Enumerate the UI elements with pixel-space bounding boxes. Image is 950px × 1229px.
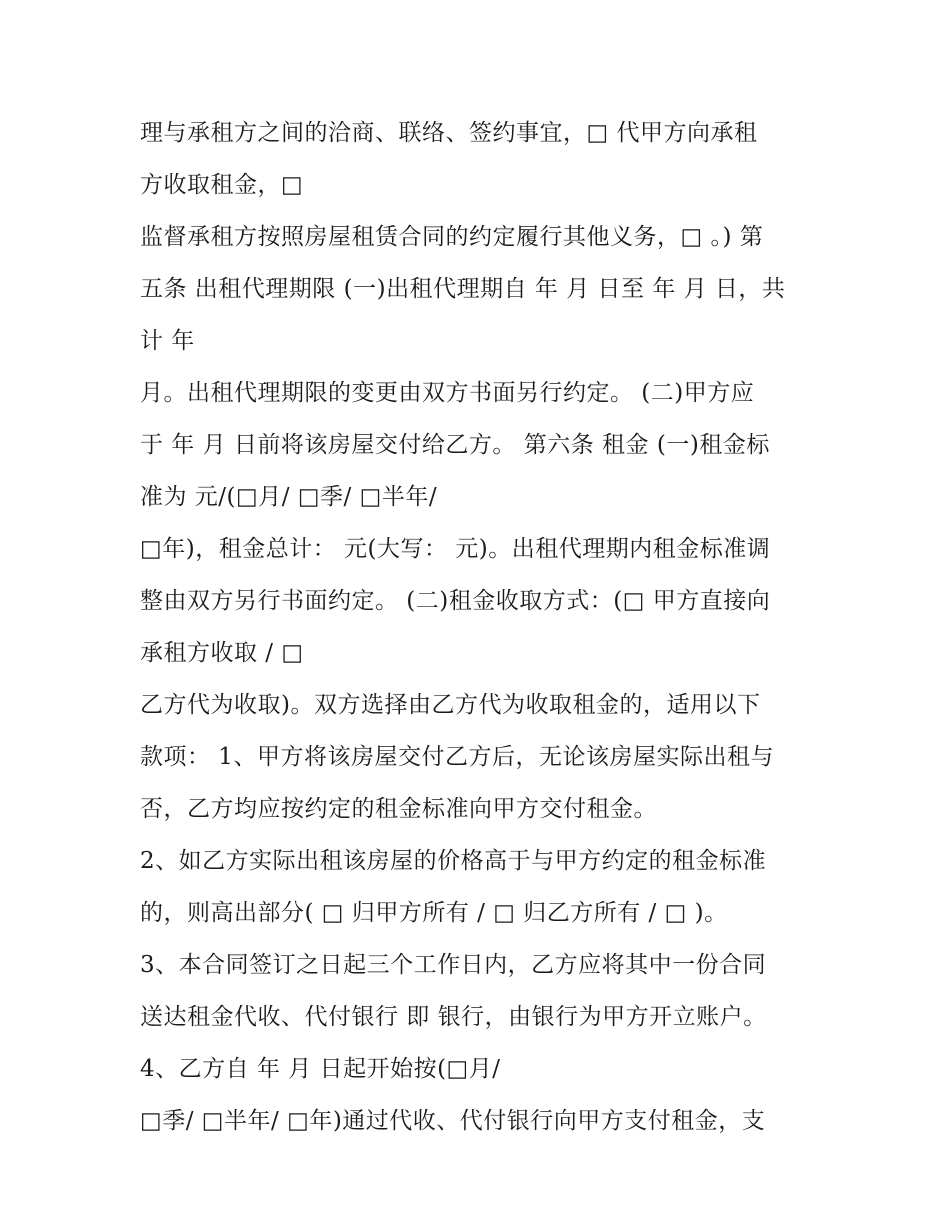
text-line-19: 4、乙方自 年 月 日起开始按(□月/ <box>140 1056 501 1082</box>
text-line-4: 五条 出租代理期限 (一)出租代理期自 年 月 日至 年 月 日，共 <box>140 276 786 302</box>
text-line-6: 月。出租代理期限的变更由双方书面另行约定。 (二)甲方应 <box>140 380 755 406</box>
text-line-3: 监督承租方按照房屋租赁合同的约定履行其他义务，□ 。) 第 <box>140 224 764 250</box>
text-line-1: 理与承租方之间的洽商、联络、签约事宜，□ 代甲方向承租 <box>140 120 758 146</box>
text-line-15: 2、如乙方实际出租该房屋的价格高于与甲方约定的租金标准 <box>140 848 767 874</box>
text-line-14: 否，乙方均应按约定的租金标准向甲方交付租金。 <box>140 796 657 822</box>
text-line-2: 方收取租金，□ <box>140 172 304 198</box>
text-line-5: 计 年 <box>140 328 195 354</box>
text-line-16: 的，则高出部分( □ 归甲方所有 / □ 归乙方所有 / □ )。 <box>140 900 728 926</box>
text-line-8: 准为 元/(□月/ □季/ □半年/ <box>140 484 438 510</box>
text-line-11: 承租方收取 / □ <box>140 640 304 666</box>
text-line-17: 3、本合同签订之日起三个工作日内，乙方应将其中一份合同 <box>140 952 767 978</box>
text-line-20: □季/ □半年/ □年)通过代收、代付银行向甲方支付租金，支 <box>140 1108 766 1134</box>
text-line-13: 款项： 1、甲方将该房屋交付乙方后，无论该房屋实际出租与 <box>140 744 774 770</box>
text-line-10: 整由双方另行书面约定。 (二)租金收取方式：(□ 甲方直接向 <box>140 588 771 614</box>
text-line-7: 于 年 月 日前将该房屋交付给乙方。 第六条 租金 (一)租金标 <box>140 432 770 458</box>
document-body <box>140 107 820 1147</box>
text-line-18: 送达租金代收、代付银行 即 银行，由银行为甲方开立账户。 <box>140 1004 767 1030</box>
text-line-12: 乙方代为收取)。双方选择由乙方代为收取租金的，适用以下 <box>140 692 761 718</box>
text-line-9: □年)，租金总计： 元(大写： 元)。出租代理期内租金标准调 <box>140 536 771 562</box>
